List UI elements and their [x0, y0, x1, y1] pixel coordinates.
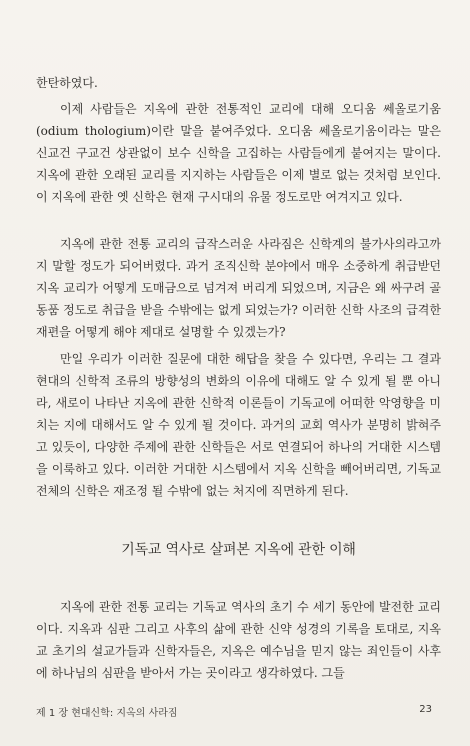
paragraph-0: 한탄하였다. — [36, 76, 98, 90]
paragraph-4: 지옥에 관한 전통 교리는 기독교 역사의 초기 수 세기 동안에 발전한 교리이다. 지옥과 심판 그리고 사후의 삶에 관한 신약 성경의 기록을 토대로, 지옥교 초기의 설교가들과 신학자들은, 지옥은 예수님을 믿지 않는 죄인들이 사후에 하나님의 심판을 받아서 가는 곳이라고 생각하였다. 그들 — [36, 600, 441, 680]
paragraph-1: 이제 사람들은 지옥에 관한 전통적인 교리에 대해 오디움 쎄올로기움 (odium thologium)이란 말을 붙여주었다. 오디움 쎄올로기움이라는 말은 신교건 구교건 상관없이 보수 신학을 고집하는 사람들에게 붙여지는 말이다. 지옥에 관한 오래된 교리를 지지하는 사람들은 이제 별로 없는 것처럼 보인다. 이 지옥에 관한 옛 신학은 현재 구시대의 유물 정도로만 여겨지고 있다. — [36, 102, 441, 204]
running-head: 제 1 장 현대신학: 지옥의 사라짐 — [36, 708, 178, 719]
paragraph-2: 지옥에 관한 전통 교리의 급작스러운 사라짐은 신학계의 불가사의라고까지 말할 정도가 되어버렸다. 과거 조직신학 분야에서 매우 소중하게 취급받던 지옥 교리가 어떻게 도매금으로 넘겨져 버리게 되었으며, 지금은 왜 싸구려 골동품 정도로 취급을 받을 수밖에는 없게 되었는가? 이러한 신학 사조의 급격한 재편을 어떻게 해야 제대로 설명할 수 있겠는가? — [36, 237, 441, 339]
section-heading: 기독교 역사로 살펴본 지옥에 관한 이해 — [121, 542, 356, 558]
page-number: 23 — [419, 704, 432, 715]
paragraph-3: 만일 우리가 이러한 질문에 대한 해답을 찾을 수 있다면, 우리는 그 결과 현대의 신학적 조류의 방향성의 변화의 이유에 대해도 알 수 있게 될 뿐 아니라, 새로이 나타난 지옥에 관한 신학적 이론들이 기독교에 어떠한 악영향을 미치는 지에 대해서도 알 수 있게 될 것이다. 과거의 교회 역사가 분명히 밝혀주고 있듯이, 다양한 주제에 관한 신학들은 서로 연결되어 하나의 거대한 시스템을 이룩하고 있다. 이러한 거대한 시스템에서 지옥 신학을 빼어버리면, 기독교 전체의 신학은 재조정 될 수밖에 없는 처지에 직면하게 된다. — [36, 352, 441, 498]
